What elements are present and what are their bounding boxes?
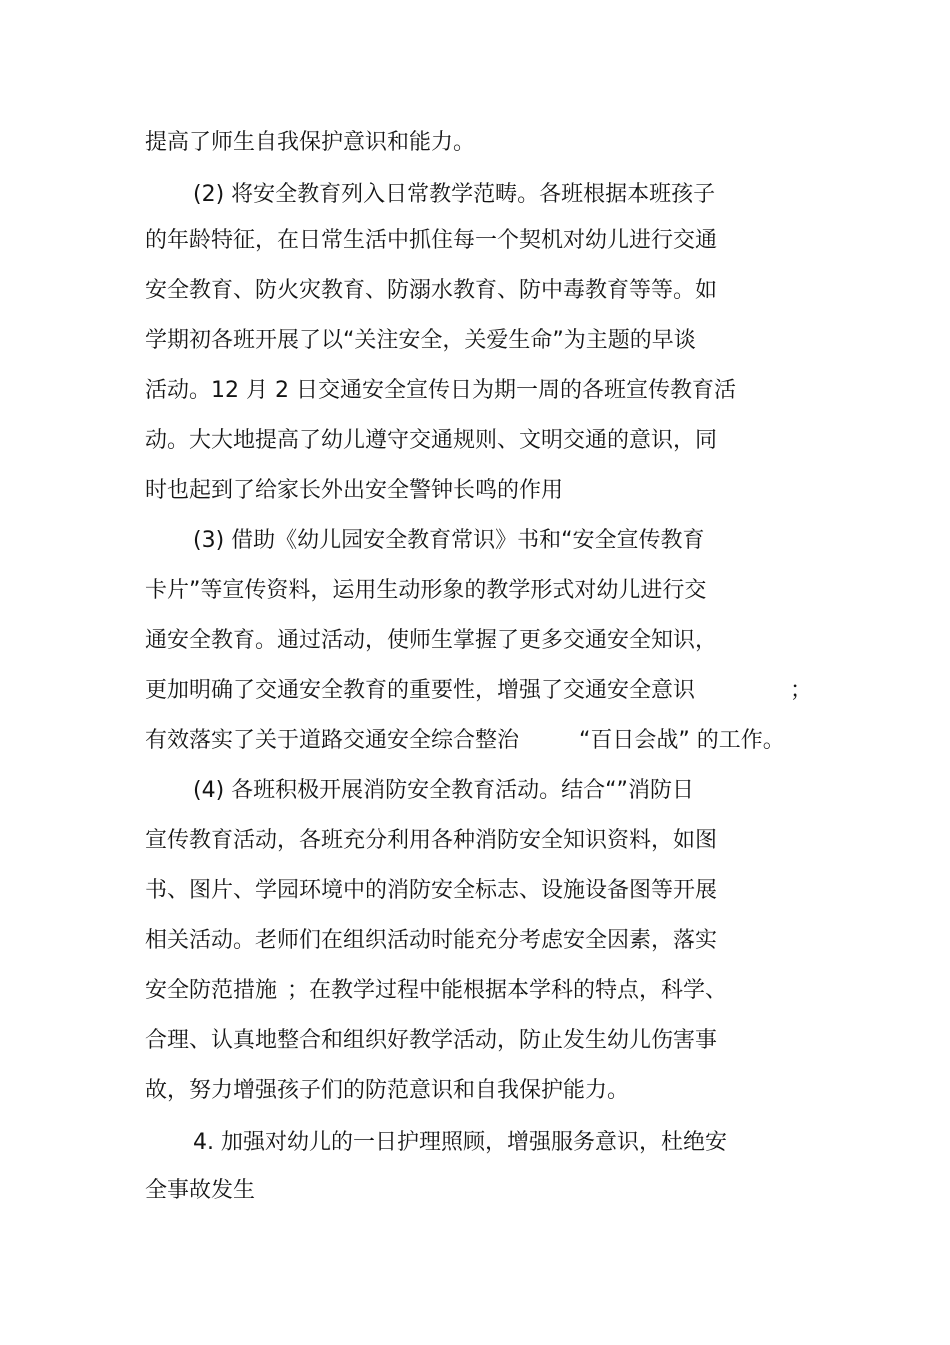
text-line: 书、图片、学园环境中的消防安全标志、设施设备图等开展 — [145, 878, 718, 903]
text-segment: 安全防范措施 — [145, 978, 278, 1003]
text-line: 动。大大地提高了幼儿遵守交通规则、文明交通的意识，同 — [145, 428, 718, 453]
text-line: 全事故发生 — [145, 1178, 256, 1203]
text-line: 宣传教育活动，各班充分利用各种消防安全知识资料，如图 — [145, 828, 718, 853]
text-line: 活动。12 月 2 日交通安全宣传日为期一周的各班宣传教育活 — [145, 378, 736, 403]
text-line: 相关活动。老师们在组织活动时能充分考虑安全因素，落实 — [145, 928, 718, 953]
text-line: 时也起到了给家长外出安全警钟长鸣的作用 — [145, 478, 564, 503]
text-segment: 更加明确了交通安全教育的重要性，增强了交通安全意识 — [145, 678, 696, 703]
text-segment: “百日会战” 的工作。 — [579, 728, 785, 753]
text-line: 学期初各班开展了以“关注安全，关爱生命”为主题的早谈 — [145, 328, 696, 353]
text-line: (2) 将安全教育列入日常教学范畴。各班根据本班孩子 — [193, 182, 716, 207]
text-line: 安全教育、防火灾教育、防溺水教育、防中毒教育等等。如 — [145, 278, 718, 303]
text-line: (3) 借助《幼儿园安全教育常识》书和“安全宣传教育 — [193, 528, 705, 553]
text-segment: ； — [790, 678, 813, 703]
text-line: 卡片”等宣传资料，运用生动形象的教学形式对幼儿进行交 — [145, 578, 707, 603]
text-line: 故，努力增强孩子们的防范意识和自我保护能力。 — [145, 1078, 630, 1103]
text-segment: ；在教学过程中能根据本学科的特点，科学、 — [287, 978, 728, 1003]
text-line: 提高了师生自我保护意识和能力。 — [145, 130, 476, 155]
text-line: (4) 各班积极开展消防安全教育活动。结合“”消防日 — [193, 778, 694, 803]
text-segment: 有效落实了关于道路交通安全综合整治 — [145, 728, 520, 753]
text-line: 合理、认真地整合和组织好教学活动，防止发生幼儿伤害事 — [145, 1028, 718, 1053]
text-line: 4. 加强对幼儿的一日护理照顾，增强服务意识，杜绝安 — [193, 1130, 727, 1155]
text-line: 通安全教育。通过活动，使师生掌握了更多交通安全知识， — [145, 628, 718, 653]
text-line: 的年龄特征，在日常生活中抓住每一个契机对幼儿进行交通 — [145, 228, 718, 253]
